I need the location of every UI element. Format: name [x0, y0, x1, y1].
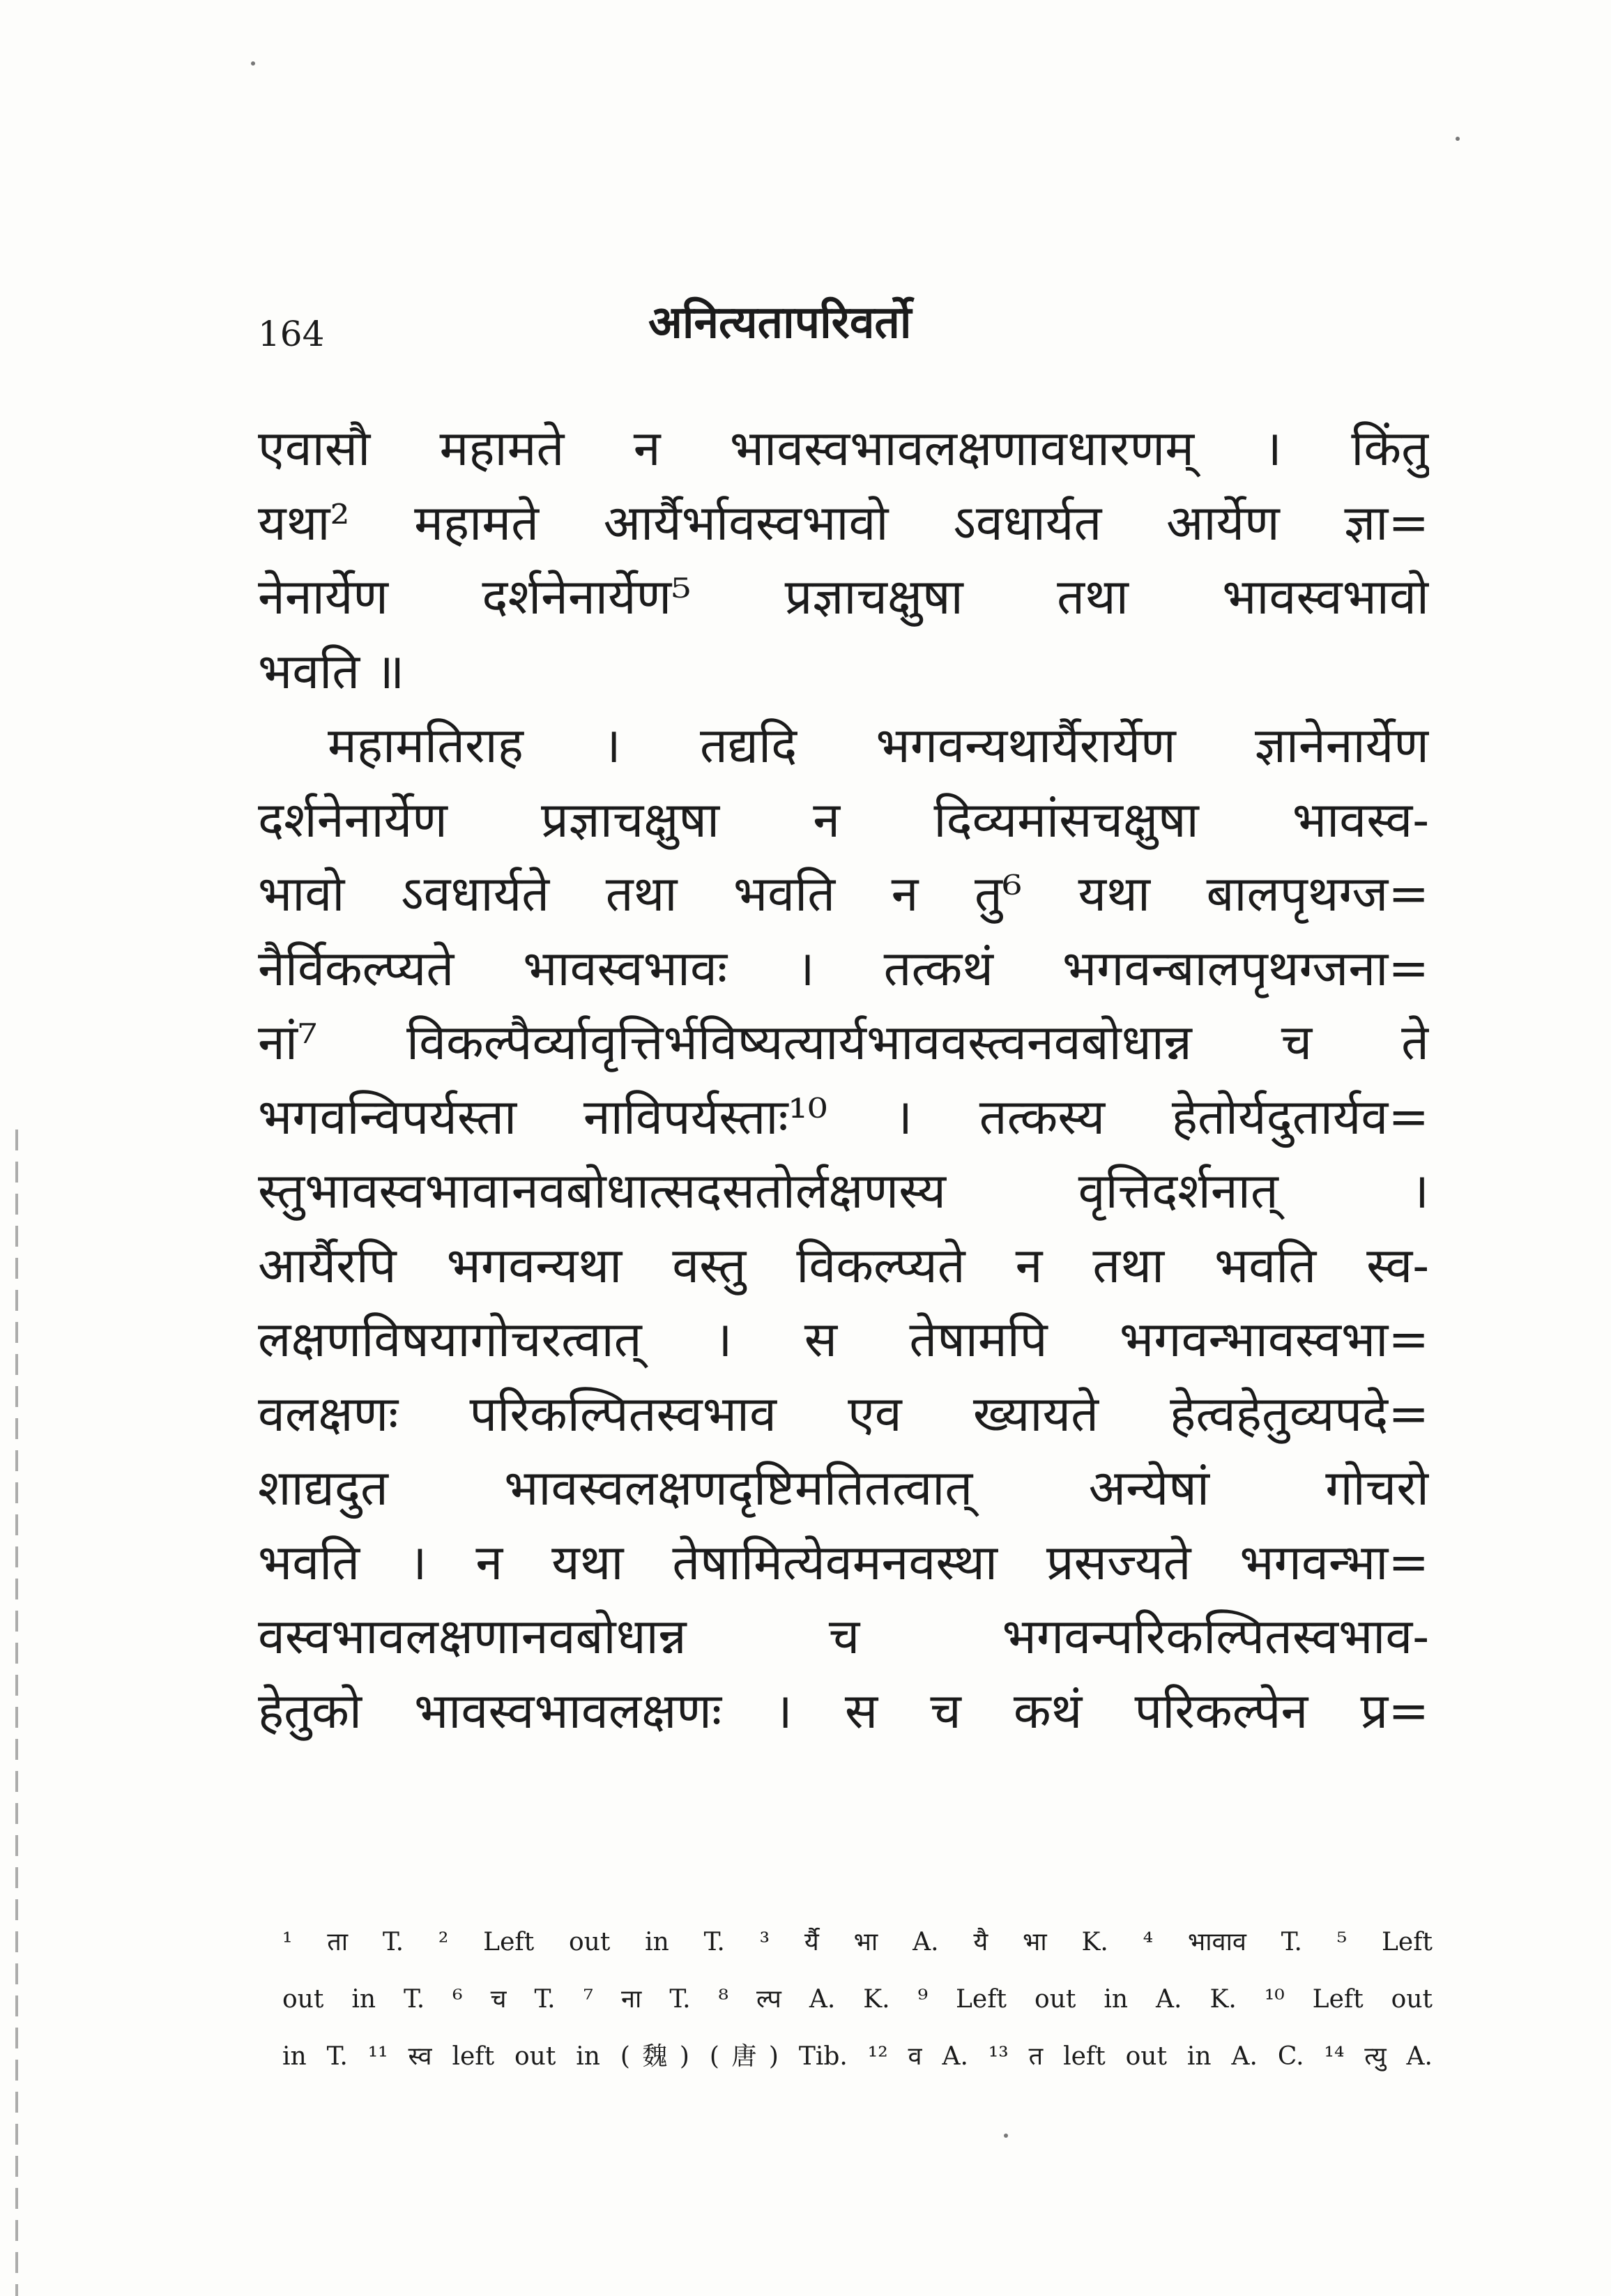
text-line: वलक्षणः परिकल्पितस्वभाव एव ख्यायते हेत्वहेतुव्यपदे=: [258, 1385, 1429, 1443]
text-line: लक्षणविषयागोचरत्वात् । स तेषामपि भगवन्भावस्वभा=: [258, 1311, 1429, 1368]
text-line: दर्शनेनार्येण प्रज्ञाचक्षुषा न दिव्यमांसचक्षुषा भावस्व-: [258, 791, 1429, 849]
text-line: भवति । न यथा तेषामित्येवमनवस्था प्रसज्यते भगवन्भा=: [258, 1533, 1429, 1591]
main-text: [258, 411, 1429, 1748]
text-line: शाद्यदुत भावस्वलक्षणदृष्टिमतितत्वात् अन्येषां गोचरो: [258, 1459, 1429, 1516]
running-title: अनित्यतापरिवर्तो: [648, 296, 912, 349]
page-edge-mark: [15, 1130, 18, 2296]
footnote-line: out in T. ⁶ च T. ⁷ ना T. ⁸ ल्प A. K. ⁹ Left out in A. K. ¹⁰ Left out: [282, 1985, 1433, 2014]
text-line: हेतुको भावस्वभावलक्षणः । स च कथं परिकल्पेन प्र=: [258, 1682, 1429, 1740]
footnote-line: ¹ ता T. ² Left out in T. ³ र्यै भा A. यै भा K. ⁴ भावाव T. ⁵ Left: [282, 1928, 1433, 1956]
text-line: भगवन्विपर्यस्ता नाविपर्यस्ताः¹⁰ । तत्कस्य हेतोर्यदुतार्यव=: [258, 1088, 1429, 1146]
page-speck: [1456, 137, 1460, 141]
text-line: नैर्विकल्प्यते भावस्वभावः । तत्कथं भगवन्बालपृथग्जना=: [258, 939, 1429, 997]
text-line: नेनार्येण दर्शनेनार्येण⁵ प्रज्ञाचक्षुषा तथा भावस्वभावो: [258, 568, 1429, 625]
text-line: भवति ॥: [258, 642, 405, 700]
page-header: [258, 286, 1443, 363]
text-line: महामतिराह । तद्यदि भगवन्यथार्यैरार्येण ज्ञानेनार्येण: [328, 717, 1429, 774]
page-speck: [251, 61, 255, 66]
text-line: भावो ऽवधार्यते तथा भवति न तु⁶ यथा बालपृथग्ज=: [258, 865, 1429, 922]
page-speck: [1004, 2134, 1008, 2138]
text-line: स्तुभावस्वभावानवबोधात्सदसतोर्लक्षणस्य वृत्तिदर्शनात् ।: [258, 1162, 1429, 1219]
footnote-line: in T. ¹¹ स्व left out in (魏) (唐) Tib. ¹² व A. ¹³ त left out in A. C. ¹⁴ त्यु A.: [282, 2042, 1433, 2071]
text-line: एवासौ महामते न भावस्वभावलक्षणावधारणम् । किंतु: [258, 420, 1429, 477]
text-line: वस्वभावलक्षणानवबोधान्न च भगवन्परिकल्पितस्वभाव-: [258, 1608, 1429, 1665]
page-number: 164: [258, 314, 325, 354]
text-line: आर्यैरपि भगवन्यथा वस्तु विकल्प्यते न तथा भवति स्व-: [258, 1236, 1429, 1294]
text-line: नां⁷ विकल्पैर्व्यावृत्तिर्भविष्यत्यार्यभाववस्त्वनवबोधान्न च ते: [258, 1014, 1429, 1071]
footnotes: [282, 1914, 1433, 2085]
text-line: यथा² महामते आर्यैर्भावस्वभावो ऽवधार्यत आर्येण ज्ञा=: [258, 494, 1429, 552]
